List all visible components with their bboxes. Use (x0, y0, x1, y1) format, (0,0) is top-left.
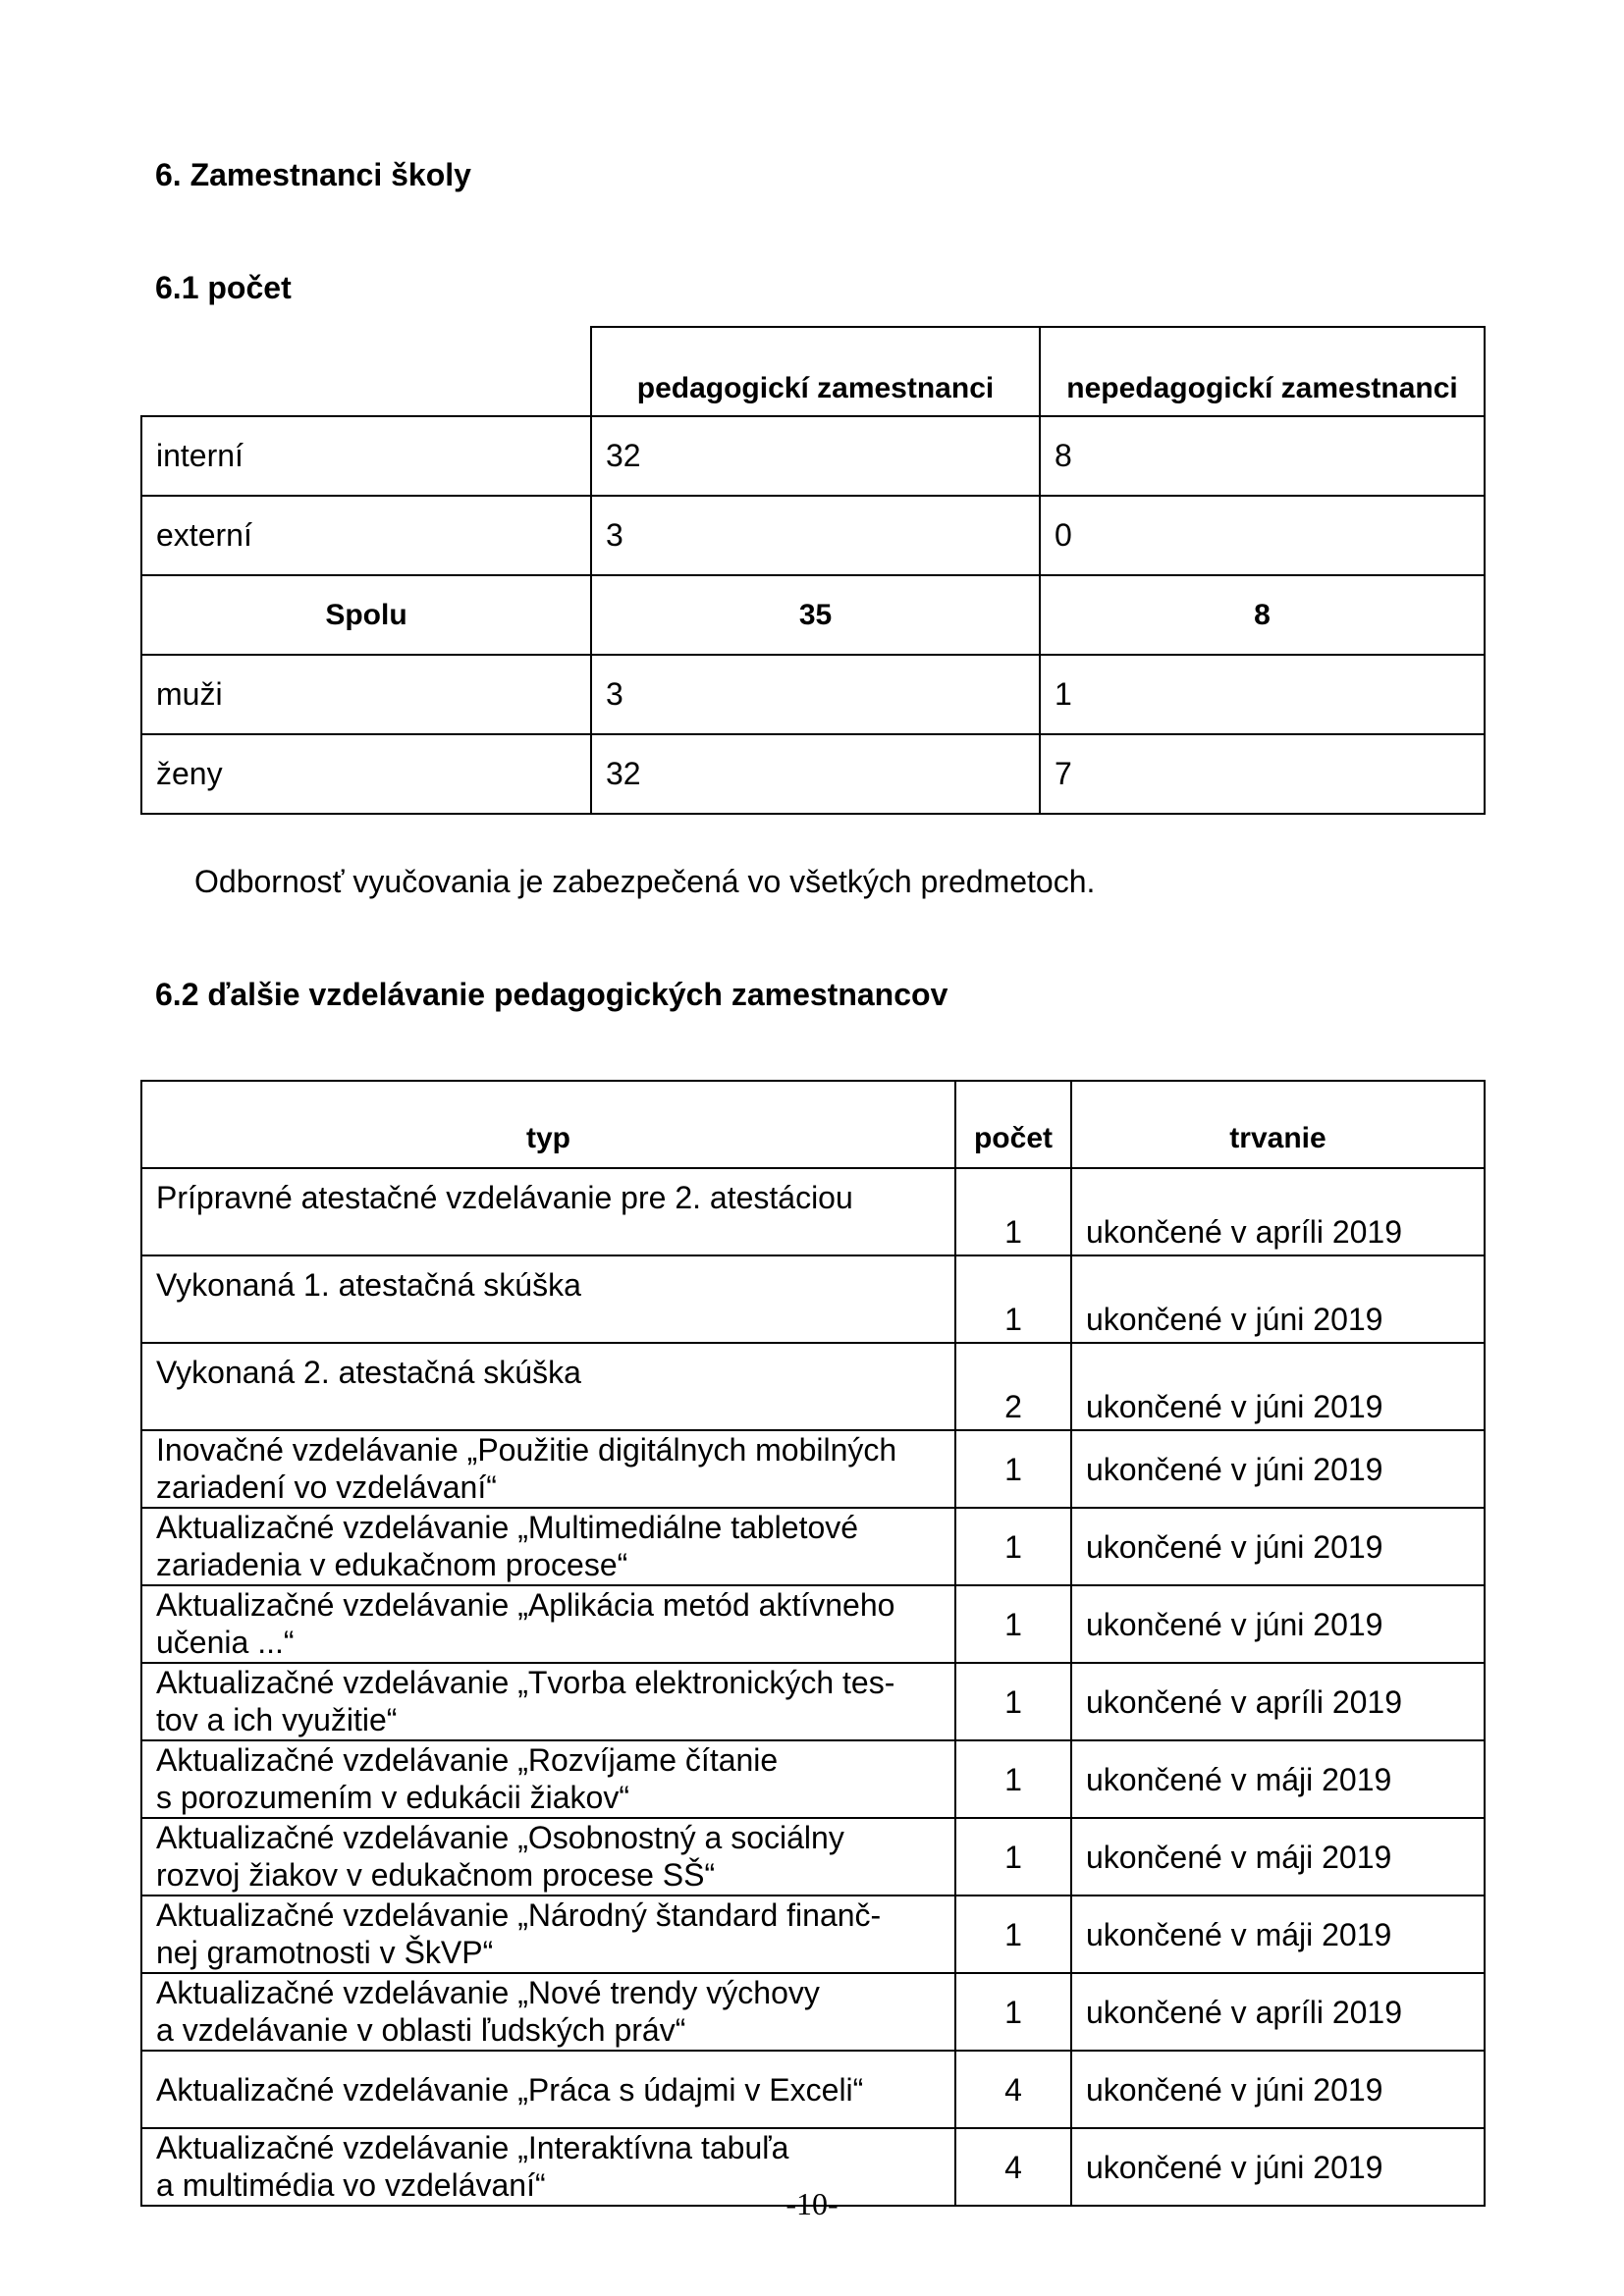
table-row (141, 1740, 1485, 1818)
table-cell-count: 1 (955, 1663, 1071, 1740)
table-cell-type: Aktualizačné vzdelávanie „Práca s údajmi v Exceli“ (141, 2051, 955, 2128)
table-cell-line: Aktualizačné vzdelávanie „Nové trendy výchovy (156, 1975, 820, 2010)
table-cell-line: s porozumením v edukácii žiakov“ (156, 1780, 629, 1815)
table-cell: 3 (591, 655, 1040, 734)
table-cell-line: Inovačné vzdelávanie „Použitie digitálnych mobilných (156, 1432, 897, 1468)
table-total-row (141, 575, 1485, 655)
table-row (141, 416, 1485, 496)
table-cell-line: zariadení vo vzdelávaní“ (156, 1469, 497, 1505)
table-cell-duration: ukončené v júni 2019 (1071, 1430, 1485, 1508)
table-cell-count: 1 (955, 1168, 1071, 1255)
table-cell-type (141, 1973, 955, 2051)
table-cell-duration: ukončené v apríli 2019 (1071, 1168, 1485, 1255)
table-cell-line: Aktualizačné vzdelávanie „Národný štandard finanč- (156, 1897, 882, 1933)
table-cell-count: 1 (955, 1818, 1071, 1896)
table-cell-count: 2 (955, 1343, 1071, 1430)
subsection-title-count: 6.1 počet (155, 270, 292, 305)
table-row (141, 1508, 1485, 1585)
table-cell: 35 (591, 575, 1040, 655)
staff-count-table (140, 326, 1486, 815)
table-cell-count: 1 (955, 1740, 1071, 1818)
table-header-cell: nepedagogickí zamestnanci (1040, 327, 1485, 416)
table-cell-type (141, 1585, 955, 1663)
table-cell-line: Aktualizačné vzdelávanie „Multimediálne tabletové (156, 1510, 859, 1545)
table-cell-count: 4 (955, 2051, 1071, 2128)
table-header-cell: pedagogickí zamestnanci (591, 327, 1040, 416)
table-cell-line: Aktualizačné vzdelávanie „Interaktívna tabuľa (156, 2130, 789, 2165)
table-row (141, 1255, 1485, 1343)
table-cell: 32 (591, 416, 1040, 496)
table-row (141, 734, 1485, 814)
subsection-title-education: 6.2 ďalšie vzdelávanie pedagogických zamestnancov (155, 977, 948, 1012)
table-cell-line: a vzdelávanie v oblasti ľudských práv“ (156, 2012, 686, 2048)
table-cell: 1 (1040, 655, 1485, 734)
table-row (141, 1168, 1485, 1255)
table-cell-duration: ukončené v máji 2019 (1071, 1740, 1485, 1818)
table-row (141, 1663, 1485, 1740)
table-cell-count: 1 (955, 1430, 1071, 1508)
table-cell-duration: ukončené v júni 2019 (1071, 1585, 1485, 1663)
table-cell-type (141, 1508, 955, 1585)
table-cell-type (141, 1896, 955, 1973)
table-cell-line: Aktualizačné vzdelávanie „Aplikácia metód aktívneho (156, 1587, 895, 1623)
table-cell: 32 (591, 734, 1040, 814)
table-header-cell: trvanie (1071, 1081, 1485, 1168)
table-cell-duration: ukončené v júni 2019 (1071, 1255, 1485, 1343)
table-cell-duration: ukončené v apríli 2019 (1071, 1663, 1485, 1740)
table-cell-count: 1 (955, 1508, 1071, 1585)
table-row (141, 1818, 1485, 1896)
table-cell-line: rozvoj žiakov v edukačnom procese SŠ“ (156, 1857, 716, 1893)
education-table (140, 1080, 1486, 2207)
table-row (141, 1430, 1485, 1508)
table-header-row (141, 1081, 1485, 1168)
table-row (141, 655, 1485, 734)
staff-note: Odbornosť vyučovania je zabezpečená vo všetkých predmetoch. (194, 864, 1096, 899)
table-cell-duration: ukončené v júni 2019 (1071, 1343, 1485, 1430)
table-cell-duration: ukončené v máji 2019 (1071, 1896, 1485, 1973)
table-header-row (141, 327, 1485, 416)
table-cell-line: a multimédia vo vzdelávaní“ (156, 2167, 546, 2203)
table-row (141, 1973, 1485, 2051)
table-cell: externí (141, 496, 591, 575)
table-cell: 8 (1040, 575, 1485, 655)
table-cell-count: 4 (955, 2128, 1071, 2206)
table-cell: Spolu (141, 575, 591, 655)
table-cell: muži (141, 655, 591, 734)
table-cell-type: Vykonaná 1. atestačná skúška (141, 1255, 955, 1343)
table-cell-duration: ukončené v júni 2019 (1071, 2051, 1485, 2128)
table-cell: ženy (141, 734, 591, 814)
table-cell-duration: ukončené v júni 2019 (1071, 1508, 1485, 1585)
table-cell: 8 (1040, 416, 1485, 496)
table-cell: 0 (1040, 496, 1485, 575)
table-cell-line: Aktualizačné vzdelávanie „Tvorba elektronických tes- (156, 1665, 895, 1700)
table-cell-line: učenia ...“ (156, 1625, 295, 1660)
table-cell-type (141, 1663, 955, 1740)
table-cell-type (141, 1740, 955, 1818)
table-cell-count: 1 (955, 1255, 1071, 1343)
table-cell-line: nej gramotnosti v ŠkVP“ (156, 1935, 494, 1970)
table-row (141, 1585, 1485, 1663)
table-cell-type: Vykonaná 2. atestačná skúška (141, 1343, 955, 1430)
table-row (141, 2051, 1485, 2128)
table-cell-count: 1 (955, 1973, 1071, 2051)
table-cell-duration: ukončené v máji 2019 (1071, 1818, 1485, 1896)
table-cell-duration: ukončené v júni 2019 (1071, 2128, 1485, 2206)
table-row (141, 496, 1485, 575)
table-cell-line: tov a ich využitie“ (156, 1702, 398, 1737)
table-cell-duration: ukončené v apríli 2019 (1071, 1973, 1485, 2051)
table-header-cell-empty (141, 327, 591, 416)
table-cell-type (141, 1818, 955, 1896)
table-cell: interní (141, 416, 591, 496)
section-title: 6. Zamestnanci školy (155, 157, 471, 192)
table-cell-line: Aktualizačné vzdelávanie „Rozvíjame čítanie (156, 1742, 779, 1778)
table-cell-line: zariadenia v edukačnom procese“ (156, 1547, 628, 1582)
table-cell-count: 1 (955, 1896, 1071, 1973)
table-row (141, 1343, 1485, 1430)
table-cell: 7 (1040, 734, 1485, 814)
table-cell-count: 1 (955, 1585, 1071, 1663)
table-header-cell: počet (955, 1081, 1071, 1168)
table-row (141, 1896, 1485, 1973)
table-cell-type: Prípravné atestačné vzdelávanie pre 2. atestáciou (141, 1168, 955, 1255)
table-cell-line: Aktualizačné vzdelávanie „Osobnostný a sociálny (156, 1820, 844, 1855)
page-number: -10- (785, 2186, 839, 2221)
table-cell-type (141, 1430, 955, 1508)
table-header-cell: typ (141, 1081, 955, 1168)
table-cell: 3 (591, 496, 1040, 575)
